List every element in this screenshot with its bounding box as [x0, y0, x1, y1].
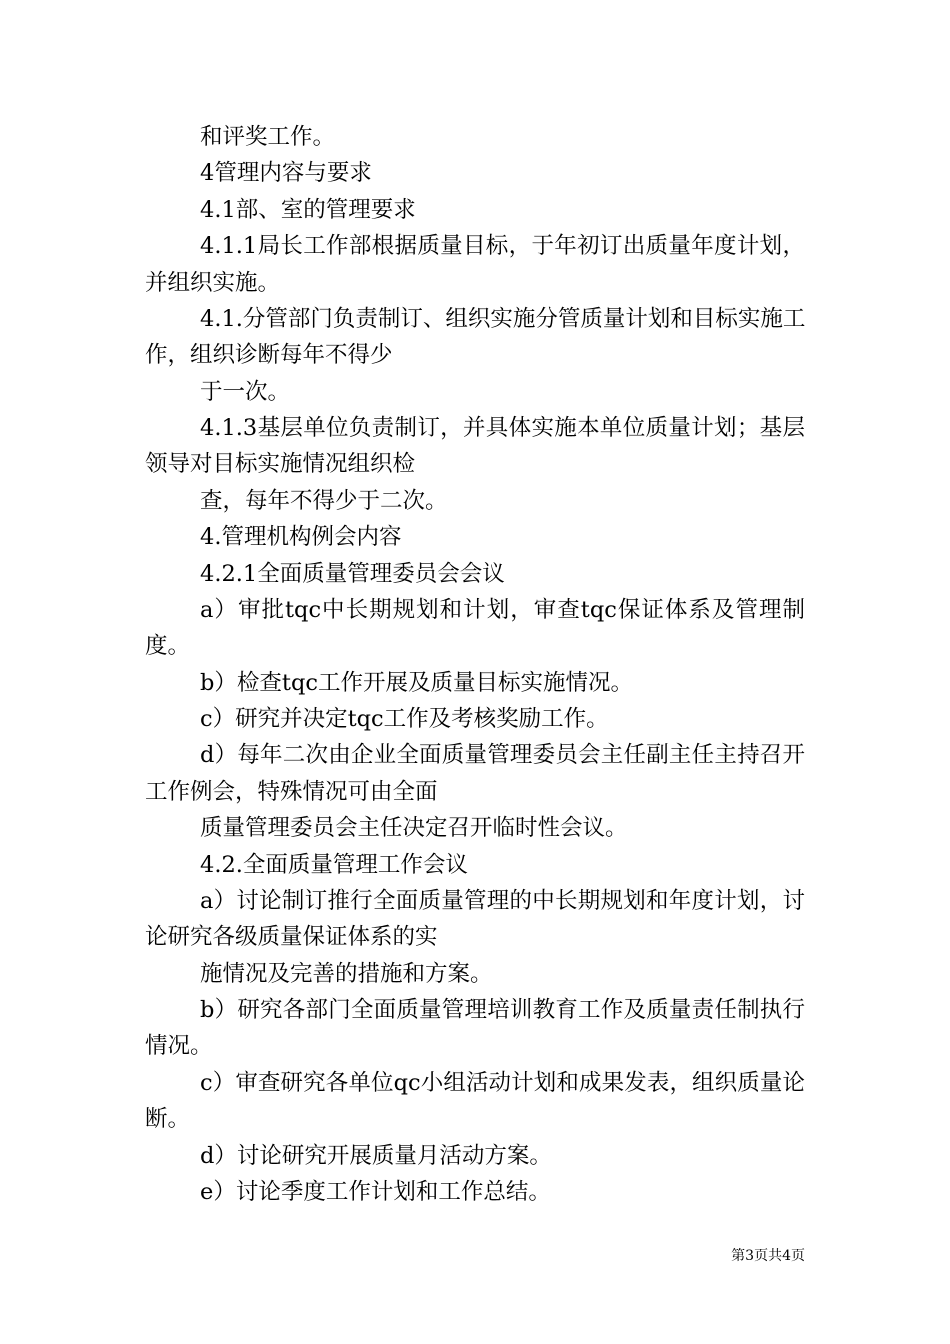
subsection-heading: 4.管理机构例会内容 [200, 524, 402, 551]
document-body [145, 119, 805, 1210]
list-item-line: a）审批tqc中长期规划和计划，审查tqc保证体系及管理制 [200, 596, 805, 623]
paragraph-line: 作，组织诊断每年不得少 [145, 342, 393, 369]
paragraph-line: 和评奖工作。 [200, 124, 336, 150]
paragraph-line: 领导对目标实施情况组织检 [145, 451, 416, 478]
paragraph-line: 于一次。 [200, 378, 291, 405]
paragraph-line: 并组织实施。 [145, 269, 281, 296]
list-item-line: 情况。 [145, 1033, 213, 1060]
list-item-line: c）研究并决定tqc工作及考核奖励工作。 [200, 706, 609, 732]
list-item-line: b）研究各部门全面质量管理培训教育工作及质量责任制执行 [200, 997, 805, 1023]
list-item-line: 论研究各级质量保证体系的实 [145, 924, 438, 951]
subsection-heading: 4.2.1全面质量管理委员会会议 [200, 560, 505, 587]
paragraph-line: 4.1.3基层单位负责制订，并具体实施本单位质量计划；基层 [200, 415, 805, 441]
paragraph-line: 4.1.1局长工作部根据质量目标，于年初订出质量年度计划， [200, 233, 805, 260]
list-item-line: d）讨论研究开展质量月活动方案。 [200, 1142, 552, 1169]
list-item-line: c）审查研究各单位qc小组活动计划和成果发表，组织质量论 [200, 1069, 805, 1096]
list-item-line: 施情况及完善的措施和方案。 [200, 960, 493, 987]
subsection-heading: 4.1部、室的管理要求 [200, 196, 416, 223]
list-item-line: 工作例会，特殊情况可由全面 [145, 778, 438, 805]
list-item-line: d）每年二次由企业全面质量管理委员会主任副主任主持召开 [200, 742, 805, 769]
paragraph-line: 查，每年不得少于二次。 [200, 487, 448, 514]
list-item-line: a）讨论制订推行全面质量管理的中长期规划和年度计划，讨 [200, 887, 805, 914]
paragraph-line: 4.1.分管部门负责制订、组织实施分管质量计划和目标实施工 [200, 305, 806, 332]
list-item-line: 度。 [145, 633, 191, 660]
subsection-heading: 4.2.全面质量管理工作会议 [200, 851, 468, 878]
list-item-line: e）讨论季度工作计划和工作总结。 [200, 1178, 551, 1205]
list-item-line: 断。 [145, 1106, 191, 1133]
list-item-line: b）检查tqc工作开展及质量目标实施情况。 [200, 669, 633, 696]
section-heading: 4管理内容与要求 [200, 160, 372, 187]
page-number-footer: 第3页共4页 [731, 1248, 805, 1264]
list-item-line: 质量管理委员会主任决定召开临时性会议。 [200, 815, 628, 842]
